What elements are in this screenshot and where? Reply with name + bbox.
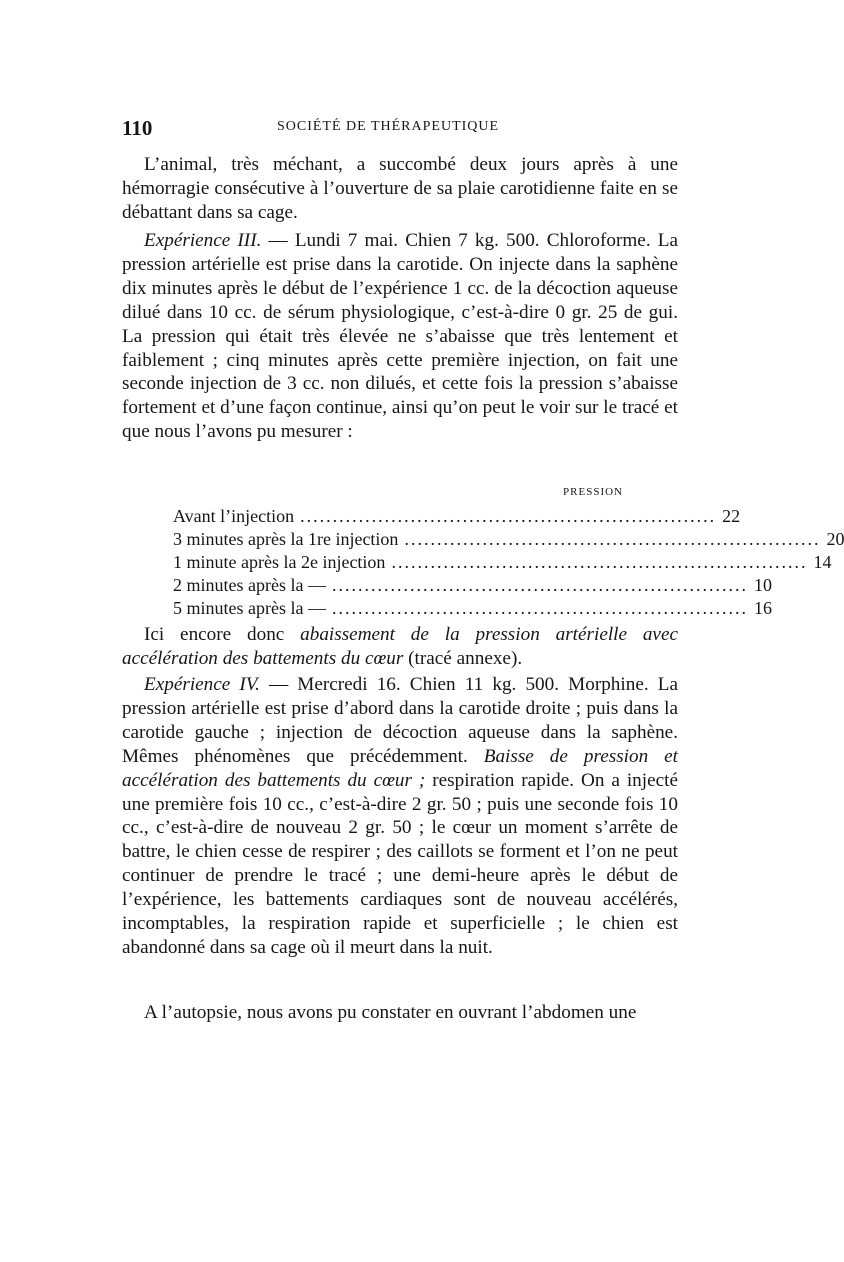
paragraph-text: L’animal, très méchant, a succombé deux jours après à une hémorragie consécutive à l’ouverture de sa plaie carotidienne faite en se débattant dans sa cage. [122,154,678,223]
paragraph-experience-4 [122,673,678,960]
table-row [173,505,741,528]
pressure-column-header: PRESSION [563,486,623,498]
experience-4-label: Expérience IV. [144,674,260,695]
paragraph-experience-3 [122,229,678,444]
dot-leader: ................................................................ [391,552,808,572]
table-row [173,528,844,551]
row-label: 5 minutes après la — [173,598,326,618]
paragraph-autopsy [122,1001,678,1025]
conclusion-emphasis: abaissement de la pression artérielle avec accélération des battements du cœur [122,624,678,669]
row-value: 10 [753,575,772,595]
dot-leader: ................................................................ [300,506,717,526]
dot-leader: ................................................................ [331,575,748,595]
paragraph-animal-death [122,153,678,225]
experience-3-label: Expérience III. [144,230,262,251]
row-label: Avant l’injection [173,506,295,526]
experience-4-text-end: respiration rapide. On a injecté une première fois 10 cc., c’est-à-dire 2 gr. 50 ; puis une seconde fois 10 cc., c’est-à-dire de nouveau 2 gr. 50 ; le cœur un moment s’arrête de battre, le chien cesse de respirer ; des caillots se forment et l’on ne peut continuer de prendre le tracé ; une demi-heure après le début de l’expérience, les battements cardiaques sont de nouveau accélérés, incomptables, la respiration rapide et superficielle ; le chien est abandonné dans sa cage où il meurt dans la nuit. [122,769,678,958]
table-row [173,574,772,597]
row-value: 20 [826,529,844,549]
row-label: 1 minute après la 2e injection [173,552,386,572]
experience-4-text-start: — Mercredi 16. Chien 11 kg. 500. Morphine. La pression artérielle est prise d’abord dans la carotide droite ; puis dans la carotide gauche ; injection de décoction aqueuse dans la saphène. Mêmes phénomènes que précédemment. [122,674,678,767]
row-value: 16 [753,598,772,618]
dot-leader: ................................................................ [331,598,748,618]
conclusion-text-start: Ici encore donc [144,624,301,645]
running-head [122,116,678,140]
paragraph-text: A l’autopsie, nous avons pu constater en ouvrant l’abdomen une [144,1002,637,1023]
paragraph-conclusion [122,623,678,671]
page-number: 110 [122,116,153,140]
experience-3-text: — Lundi 7 mai. Chien 7 kg. 500. Chloroforme. La pression artérielle est prise dans la carotide. On injecte dans la saphène dix minutes après le début de l’expérience 1 cc. de la décoction aqueuse dilué dans 10 cc. de sérum physiologique, c’est-à-dire 0 gr. 25 de gui. La pression qui était très élevée ne s’abaisse que très lentement et faiblement ; cinq minutes après cette première injection, on fait une seconde injection de 3 cc. non dilués, et cette fois la pression s’abaisse fortement et d’une façon continue, ainsi qu’on peut le voir sur le tracé et que nous l’avons pu mesurer : [122,230,678,443]
row-label: 3 minutes après la 1re injection [173,529,399,549]
table-row [173,551,832,574]
pressure-table [173,505,844,620]
row-value: 14 [813,552,832,572]
row-label: 2 minutes après la — [173,575,326,595]
row-value: 22 [722,506,741,526]
running-head-title: SOCIÉTÉ DE THÉRAPEUTIQUE [277,119,500,134]
table-row [173,597,772,620]
experience-4-emphasis: Baisse de pression et accélération des battements du cœur ; [122,745,679,791]
conclusion-text-end: (tracé annexe). [403,647,523,669]
dot-leader: ................................................................ [404,529,821,549]
